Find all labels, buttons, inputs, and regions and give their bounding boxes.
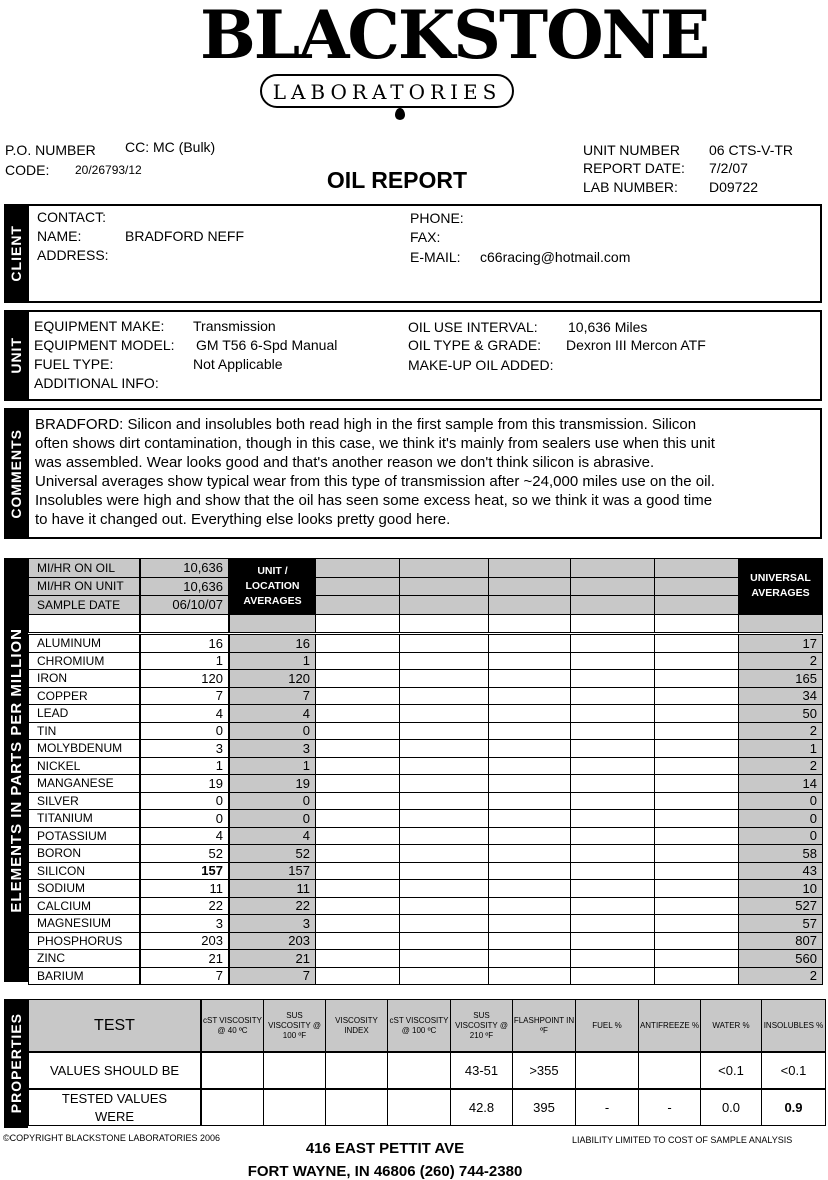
element-value: 7: [140, 967, 229, 986]
element-universal-average: 57: [738, 914, 823, 933]
property-tested-value: -: [575, 1089, 639, 1126]
empty-sample-cell: [654, 669, 739, 688]
spacer-cell: [488, 614, 571, 634]
element-unit-average: 4: [229, 704, 316, 723]
element-name: PHOSPHORUS: [28, 932, 140, 951]
grade-value: Dexron III Mercon ATF: [566, 337, 706, 353]
empty-sample-cell: [315, 862, 400, 881]
empty-sample-cell: [315, 932, 400, 951]
empty-sample-cell: [654, 809, 739, 828]
element-universal-average: 2: [738, 722, 823, 741]
empty-sample-cell: [654, 595, 739, 615]
element-unit-average: 3: [229, 739, 316, 758]
interval-label: OIL USE INTERVAL:: [408, 319, 538, 335]
empty-sample-cell: [654, 774, 739, 793]
property-should-value: 43-51: [450, 1052, 513, 1089]
empty-sample-cell: [488, 669, 571, 688]
property-header: ANTIFREEZE %: [638, 999, 701, 1052]
empty-sample-cell: [399, 932, 489, 951]
empty-sample-cell: [399, 774, 489, 793]
empty-sample-cell: [570, 809, 655, 828]
empty-sample-cell: [399, 595, 489, 615]
empty-sample-cell: [399, 949, 489, 968]
info-row-value: 06/10/07: [140, 595, 229, 615]
element-value: 1: [140, 757, 229, 776]
empty-sample-cell: [570, 774, 655, 793]
property-header: SUS VISCOSITY @ 100 ºF: [263, 999, 326, 1052]
empty-sample-cell: [399, 739, 489, 758]
empty-sample-cell: [570, 704, 655, 723]
element-unit-average: 11: [229, 879, 316, 898]
makeup-label: MAKE-UP OIL ADDED:: [408, 357, 554, 373]
empty-sample-cell: [654, 757, 739, 776]
page-title: OIL REPORT: [326, 167, 468, 193]
empty-sample-cell: [488, 827, 571, 846]
element-name: MAGNESIUM: [28, 914, 140, 933]
po-label: P.O. NUMBER: [5, 142, 96, 158]
property-header: VISCOSITY INDEX: [325, 999, 388, 1052]
property-header: FUEL %: [575, 999, 639, 1052]
empty-sample-cell: [488, 809, 571, 828]
element-universal-average: 2: [738, 967, 823, 986]
empty-sample-cell: [399, 634, 489, 653]
element-universal-average: 0: [738, 809, 823, 828]
property-should-value: [575, 1052, 639, 1089]
empty-sample-cell: [654, 577, 739, 597]
empty-sample-cell: [570, 757, 655, 776]
empty-sample-cell: [315, 704, 400, 723]
empty-sample-cell: [315, 897, 400, 916]
comment-line: Insolubles were high and show that the oil has seen some excess heat, so we think it was a good time: [35, 492, 713, 509]
empty-sample-cell: [315, 687, 400, 706]
empty-sample-cell: [570, 634, 655, 653]
make-label: EQUIPMENT MAKE:: [34, 318, 165, 334]
empty-sample-cell: [315, 774, 400, 793]
property-should-value: [387, 1052, 451, 1089]
grade-label: OIL TYPE & GRADE:: [408, 337, 542, 353]
model-value: GM T56 6-Spd Manual: [196, 337, 338, 353]
empty-sample-cell: [315, 652, 400, 671]
element-unit-average: 7: [229, 967, 316, 986]
fuel-label: FUEL TYPE:: [34, 356, 114, 372]
element-unit-average: 52: [229, 844, 316, 863]
elements-tab: ELEMENTS IN PARTS PER MILLION: [4, 558, 28, 982]
element-name: COPPER: [28, 687, 140, 706]
element-name: CALCIUM: [28, 897, 140, 916]
spacer-cell: [654, 614, 739, 634]
client-tab: CLIENT: [4, 204, 28, 303]
element-unit-average: 7: [229, 687, 316, 706]
empty-sample-cell: [654, 652, 739, 671]
empty-sample-cell: [488, 844, 571, 863]
property-should-value: [638, 1052, 701, 1089]
empty-sample-cell: [488, 879, 571, 898]
empty-sample-cell: [315, 595, 400, 615]
element-value: 1: [140, 652, 229, 671]
element-value: 7: [140, 687, 229, 706]
logo-sub: LABORATORIES: [272, 80, 502, 104]
property-header: FLASHPOINT IN ºF: [512, 999, 576, 1052]
property-header: INSOLUBLES %: [761, 999, 826, 1052]
empty-sample-cell: [315, 949, 400, 968]
liability: LIABILITY LIMITED TO COST OF SAMPLE ANALYSIS: [572, 1135, 793, 1145]
name-value: BRADFORD NEFF: [125, 228, 244, 244]
empty-sample-cell: [570, 827, 655, 846]
info-row-label: MI/HR ON OIL: [28, 558, 140, 578]
email-label: E-MAIL:: [410, 249, 461, 265]
empty-sample-cell: [488, 792, 571, 811]
element-value: 21: [140, 949, 229, 968]
empty-sample-cell: [399, 577, 489, 597]
comment-line: was assembled. Wear looks good and that's another reason we don't think silicon is abrasive.: [35, 454, 655, 471]
empty-sample-cell: [488, 595, 571, 615]
spacer-cell: [399, 614, 489, 634]
interval-value: 10,636 Miles: [568, 319, 648, 335]
model-label: EQUIPMENT MODEL:: [34, 337, 175, 353]
element-universal-average: 527: [738, 897, 823, 916]
element-value: 0: [140, 809, 229, 828]
empty-sample-cell: [399, 722, 489, 741]
empty-sample-cell: [315, 757, 400, 776]
element-name: MANGANESE: [28, 774, 140, 793]
property-header: SUS VISCOSITY @ 210 ºF: [450, 999, 513, 1052]
name-label: NAME:: [37, 228, 82, 244]
property-should-value: [263, 1052, 326, 1089]
properties-tab: PROPERTIES: [4, 999, 28, 1128]
property-tested-value: [263, 1089, 326, 1126]
empty-sample-cell: [654, 792, 739, 811]
element-value: 16: [140, 634, 229, 653]
should-label: VALUES SHOULD BE: [28, 1052, 201, 1089]
report-date-value: 7/2/07: [709, 160, 748, 176]
empty-sample-cell: [399, 809, 489, 828]
empty-sample-cell: [654, 687, 739, 706]
empty-sample-cell: [654, 897, 739, 916]
empty-sample-cell: [315, 722, 400, 741]
contact-label: CONTACT:: [37, 209, 106, 225]
element-name: TIN: [28, 722, 140, 741]
element-value: 52: [140, 844, 229, 863]
element-unit-average: 22: [229, 897, 316, 916]
empty-sample-cell: [654, 722, 739, 741]
empty-sample-cell: [570, 932, 655, 951]
address-line1: 416 EAST PETTIT AVE: [305, 1140, 465, 1157]
element-name: BORON: [28, 844, 140, 863]
empty-sample-cell: [654, 558, 739, 578]
empty-sample-cell: [654, 844, 739, 863]
empty-sample-cell: [399, 897, 489, 916]
empty-sample-cell: [570, 949, 655, 968]
element-value: 157: [140, 862, 229, 881]
empty-sample-cell: [399, 558, 489, 578]
element-name: ALUMINUM: [28, 634, 140, 653]
element-universal-average: 807: [738, 932, 823, 951]
element-name: LEAD: [28, 704, 140, 723]
empty-sample-cell: [399, 879, 489, 898]
empty-sample-cell: [570, 862, 655, 881]
element-value: 120: [140, 669, 229, 688]
property-should-value: >355: [512, 1052, 576, 1089]
element-unit-average: 157: [229, 862, 316, 881]
empty-sample-cell: [315, 967, 400, 986]
element-name: CHROMIUM: [28, 652, 140, 671]
empty-sample-cell: [399, 652, 489, 671]
element-value: 19: [140, 774, 229, 793]
empty-sample-cell: [399, 862, 489, 881]
element-unit-average: 120: [229, 669, 316, 688]
empty-sample-cell: [488, 704, 571, 723]
element-universal-average: 58: [738, 844, 823, 863]
element-universal-average: 2: [738, 652, 823, 671]
element-name: POTASSIUM: [28, 827, 140, 846]
element-universal-average: 560: [738, 949, 823, 968]
element-name: MOLYBDENUM: [28, 739, 140, 758]
empty-sample-cell: [654, 634, 739, 653]
spacer-cell: [229, 614, 316, 634]
element-name: SODIUM: [28, 879, 140, 898]
empty-sample-cell: [654, 827, 739, 846]
empty-sample-cell: [315, 669, 400, 688]
empty-sample-cell: [315, 827, 400, 846]
empty-sample-cell: [488, 739, 571, 758]
empty-sample-cell: [399, 914, 489, 933]
property-header: WATER %: [700, 999, 762, 1052]
empty-sample-cell: [570, 739, 655, 758]
empty-sample-cell: [570, 558, 655, 578]
code-label: CODE:: [5, 162, 50, 178]
info-row-value: 10,636: [140, 577, 229, 597]
empty-sample-cell: [399, 669, 489, 688]
empty-sample-cell: [654, 879, 739, 898]
lab-number-value: D09722: [709, 179, 759, 195]
element-name: SILICON: [28, 862, 140, 881]
code-value: 20/26793/12: [75, 163, 142, 177]
empty-sample-cell: [488, 914, 571, 933]
element-universal-average: 1: [738, 739, 823, 758]
info-row-value: 10,636: [140, 558, 229, 578]
email-value: c66racing@hotmail.com: [480, 249, 631, 265]
unit-tab: UNIT: [4, 310, 28, 401]
element-value: 3: [140, 914, 229, 933]
empty-sample-cell: [315, 792, 400, 811]
lab-number-label: LAB NUMBER:: [583, 179, 678, 195]
address-label: ADDRESS:: [37, 247, 109, 263]
element-universal-average: 34: [738, 687, 823, 706]
fuel-value: Not Applicable: [193, 356, 283, 372]
empty-sample-cell: [315, 739, 400, 758]
empty-sample-cell: [570, 595, 655, 615]
company-logo: [200, 0, 709, 130]
property-header: cST VISCOSITY @ 40 ºC: [201, 999, 264, 1052]
spacer-cell: [570, 614, 655, 634]
element-value: 203: [140, 932, 229, 951]
unit-averages-header: UNIT / LOCATION AVERAGES: [229, 558, 316, 615]
empty-sample-cell: [315, 914, 400, 933]
empty-sample-cell: [654, 739, 739, 758]
empty-sample-cell: [488, 634, 571, 653]
info-row-label: SAMPLE DATE: [28, 595, 140, 615]
empty-sample-cell: [488, 652, 571, 671]
element-value: 0: [140, 722, 229, 741]
empty-sample-cell: [488, 862, 571, 881]
element-unit-average: 3: [229, 914, 316, 933]
element-unit-average: 19: [229, 774, 316, 793]
empty-sample-cell: [654, 949, 739, 968]
empty-sample-cell: [399, 687, 489, 706]
property-should-value: [201, 1052, 264, 1089]
empty-sample-cell: [399, 827, 489, 846]
drop-icon: [395, 108, 405, 120]
empty-sample-cell: [488, 757, 571, 776]
empty-sample-cell: [570, 669, 655, 688]
info-row-label: MI/HR ON UNIT: [28, 577, 140, 597]
empty-sample-cell: [570, 967, 655, 986]
element-universal-average: 2: [738, 757, 823, 776]
element-unit-average: 1: [229, 757, 316, 776]
phone-label: PHONE:: [410, 210, 464, 226]
property-should-value: [325, 1052, 388, 1089]
spacer-cell: [738, 614, 823, 634]
element-name: BARIUM: [28, 967, 140, 986]
spacer-cell: [315, 614, 400, 634]
tested-label: TESTED VALUES WERE: [28, 1089, 201, 1126]
element-name: TITANIUM: [28, 809, 140, 828]
element-value: 11: [140, 879, 229, 898]
empty-sample-cell: [399, 704, 489, 723]
element-unit-average: 203: [229, 932, 316, 951]
universal-averages-header: UNIVERSAL AVERAGES: [738, 558, 823, 615]
element-unit-average: 16: [229, 634, 316, 653]
property-tested-value: 0.9: [761, 1089, 826, 1126]
unit-number-label: UNIT NUMBER: [583, 142, 680, 158]
property-tested-value: 395: [512, 1089, 576, 1126]
unit-number-value: 06 CTS-V-TR: [709, 142, 794, 158]
spacer-cell: [28, 614, 140, 634]
cc-value: CC: MC (Bulk): [125, 139, 216, 155]
element-universal-average: 43: [738, 862, 823, 881]
empty-sample-cell: [315, 809, 400, 828]
empty-sample-cell: [654, 862, 739, 881]
element-unit-average: 0: [229, 792, 316, 811]
element-unit-average: 21: [229, 949, 316, 968]
empty-sample-cell: [654, 967, 739, 986]
element-value: 3: [140, 739, 229, 758]
empty-sample-cell: [570, 897, 655, 916]
element-universal-average: 17: [738, 634, 823, 653]
logo-name: BLACKSTONE: [200, 0, 709, 74]
element-universal-average: 165: [738, 669, 823, 688]
property-header: cST VISCOSITY @ 100 ºC: [387, 999, 451, 1052]
property-tested-value: -: [638, 1089, 701, 1126]
empty-sample-cell: [570, 844, 655, 863]
empty-sample-cell: [488, 687, 571, 706]
empty-sample-cell: [399, 757, 489, 776]
additional-label: ADDITIONAL INFO:: [34, 375, 159, 391]
element-unit-average: 0: [229, 809, 316, 828]
spacer-cell: [140, 614, 229, 634]
element-name: ZINC: [28, 949, 140, 968]
comments-text: [35, 415, 820, 529]
comment-line: to have it changed out. Everything else looks pretty good here.: [35, 511, 451, 528]
element-name: SILVER: [28, 792, 140, 811]
empty-sample-cell: [488, 558, 571, 578]
comment-line: BRADFORD: Silicon and insolubles both read high in the first sample from this transmission. Silicon: [35, 416, 697, 433]
property-should-value: <0.1: [700, 1052, 762, 1089]
address-line2: FORT WAYNE, IN 46806 (260) 744-2380: [247, 1163, 523, 1180]
property-should-value: <0.1: [761, 1052, 826, 1089]
empty-sample-cell: [488, 774, 571, 793]
element-value: 4: [140, 704, 229, 723]
empty-sample-cell: [570, 914, 655, 933]
empty-sample-cell: [488, 967, 571, 986]
element-universal-average: 50: [738, 704, 823, 723]
comment-line: often shows dirt contamination, though in this case, we think it's mainly from sealers use when this unit: [35, 435, 715, 452]
element-name: NICKEL: [28, 757, 140, 776]
make-value: Transmission: [193, 318, 276, 334]
empty-sample-cell: [570, 577, 655, 597]
empty-sample-cell: [315, 577, 400, 597]
element-universal-average: 0: [738, 792, 823, 811]
comment-line: Universal averages show typical wear from this type of transmission after ~24,000 miles use on the oil.: [35, 473, 715, 490]
empty-sample-cell: [570, 792, 655, 811]
property-tested-value: [387, 1089, 451, 1126]
element-value: 0: [140, 792, 229, 811]
property-tested-value: [325, 1089, 388, 1126]
empty-sample-cell: [488, 722, 571, 741]
empty-sample-cell: [570, 652, 655, 671]
element-unit-average: 4: [229, 827, 316, 846]
element-universal-average: 0: [738, 827, 823, 846]
empty-sample-cell: [399, 967, 489, 986]
empty-sample-cell: [654, 914, 739, 933]
empty-sample-cell: [488, 897, 571, 916]
copyright: ©COPYRIGHT BLACKSTONE LABORATORIES 2006: [3, 1133, 221, 1143]
element-unit-average: 1: [229, 652, 316, 671]
property-tested-value: 0.0: [700, 1089, 762, 1126]
empty-sample-cell: [570, 722, 655, 741]
empty-sample-cell: [315, 558, 400, 578]
property-tested-value: 42.8: [450, 1089, 513, 1126]
empty-sample-cell: [315, 844, 400, 863]
empty-sample-cell: [488, 932, 571, 951]
empty-sample-cell: [488, 577, 571, 597]
element-universal-average: 10: [738, 879, 823, 898]
fax-label: FAX:: [410, 229, 441, 245]
empty-sample-cell: [570, 687, 655, 706]
empty-sample-cell: [654, 932, 739, 951]
element-unit-average: 0: [229, 722, 316, 741]
element-value: 4: [140, 827, 229, 846]
property-tested-value: [201, 1089, 264, 1126]
empty-sample-cell: [315, 634, 400, 653]
empty-sample-cell: [315, 879, 400, 898]
empty-sample-cell: [488, 949, 571, 968]
report-date-label: REPORT DATE:: [583, 160, 685, 176]
empty-sample-cell: [654, 704, 739, 723]
element-name: IRON: [28, 669, 140, 688]
comments-tab: COMMENTS: [4, 408, 28, 539]
test-label: TEST: [28, 999, 201, 1052]
element-universal-average: 14: [738, 774, 823, 793]
empty-sample-cell: [399, 844, 489, 863]
element-value: 22: [140, 897, 229, 916]
empty-sample-cell: [399, 792, 489, 811]
empty-sample-cell: [570, 879, 655, 898]
